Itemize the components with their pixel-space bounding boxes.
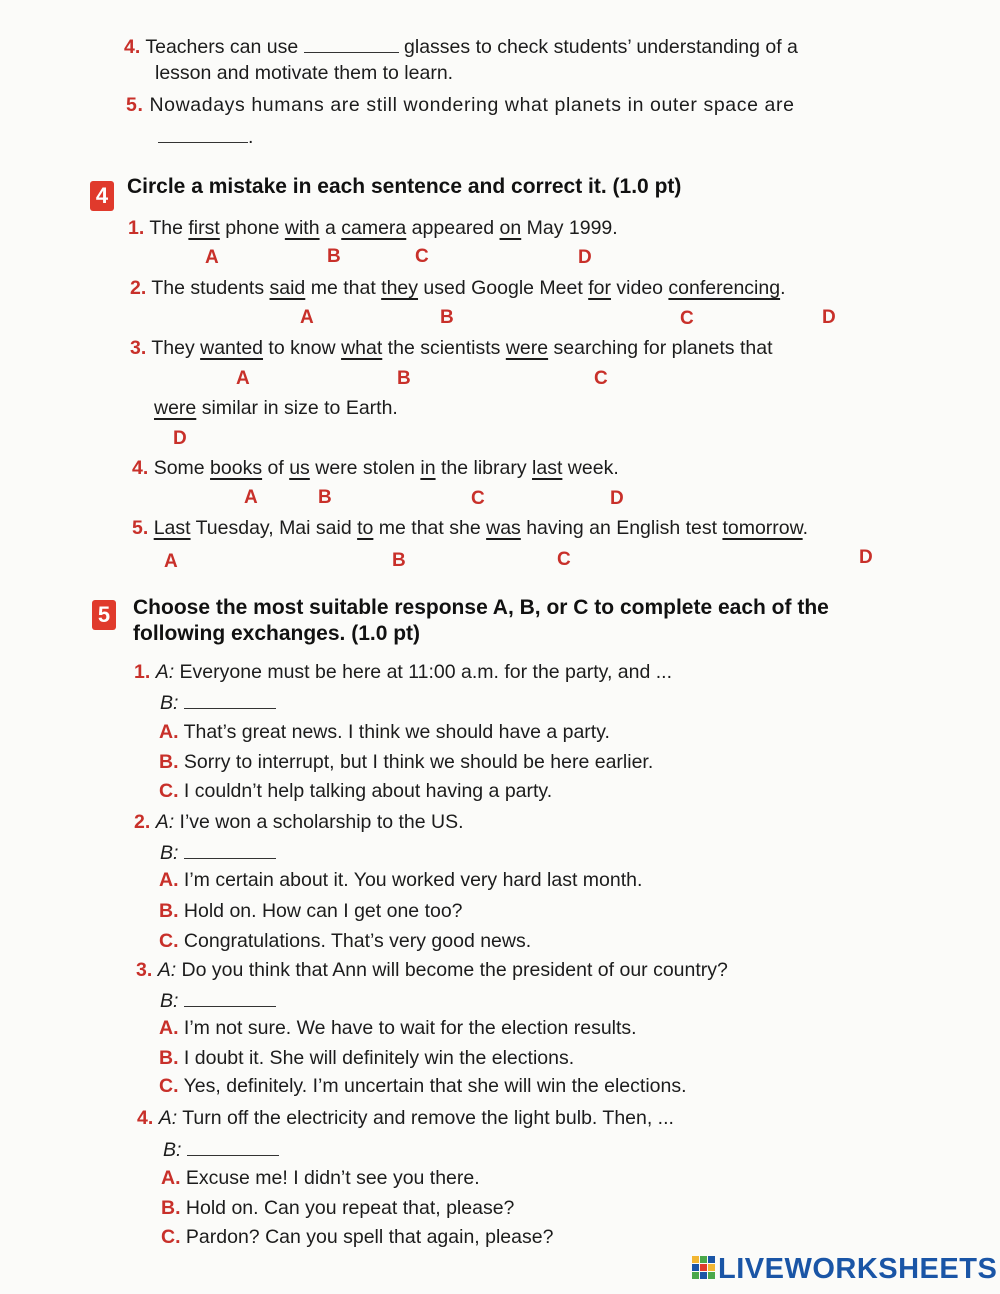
- option-text: Pardon? Can you spell that again, please?: [185, 1226, 554, 1248]
- letter-d: D: [859, 547, 873, 568]
- option-word-b[interactable]: what: [341, 337, 383, 359]
- question-number: 1.: [128, 217, 145, 239]
- s5-option[interactable]: [159, 900, 463, 923]
- option-label: A.: [161, 1167, 181, 1189]
- speaker-a: A:: [155, 661, 175, 683]
- option-label: B.: [159, 751, 179, 773]
- option-word-c[interactable]: was: [486, 517, 521, 539]
- letter-c: C: [471, 488, 485, 509]
- sentence-text: phone: [219, 217, 285, 239]
- question-number: 2.: [130, 277, 147, 299]
- q3-5-line2: [158, 126, 253, 149]
- option-word-b[interactable]: they: [381, 277, 419, 299]
- sentence-text: appeared: [406, 217, 500, 239]
- option-word-a[interactable]: Last: [153, 517, 191, 539]
- answer-blank[interactable]: [187, 1154, 279, 1156]
- option-word-d[interactable]: on: [499, 217, 522, 239]
- option-word-c[interactable]: were: [505, 337, 549, 359]
- sentence-text: used Google Meet: [418, 277, 589, 299]
- s4-item-5: [132, 517, 808, 540]
- sentence-text: similar in size to Earth.: [196, 397, 398, 419]
- q3-4-line2: lesson and motivate them to learn.: [155, 62, 454, 84]
- s5-option[interactable]: [159, 780, 552, 803]
- option-text: I couldn’t help talking about having a party.: [183, 780, 553, 802]
- liveworksheets-logo[interactable]: [692, 1253, 997, 1286]
- answer-blank[interactable]: [184, 1005, 276, 1007]
- option-label: A.: [159, 1017, 179, 1039]
- sentence-text: .: [780, 277, 786, 299]
- speaker-a: A:: [157, 959, 177, 981]
- sentence-text: the scientists: [382, 337, 506, 359]
- letter-c: C: [594, 368, 608, 389]
- question-number: 5.: [126, 94, 144, 116]
- exchange-text: I’ve won a scholarship to the US.: [179, 811, 464, 833]
- option-word-d[interactable]: were: [154, 397, 197, 419]
- letter-b: B: [318, 487, 332, 508]
- question-number: 4.: [137, 1107, 154, 1129]
- option-text: Sorry to interrupt, but I think we should be here earlier.: [183, 751, 654, 773]
- s4-item-3: [130, 337, 773, 360]
- letter-a: A: [300, 307, 314, 328]
- option-label: B.: [159, 1047, 179, 1069]
- sentence-end: .: [248, 126, 254, 148]
- option-text: Congratulations. That’s very good news.: [183, 930, 532, 952]
- option-label: C.: [159, 930, 179, 952]
- option-word-a[interactable]: wanted: [200, 337, 264, 359]
- sentence-text: The: [149, 217, 189, 239]
- s4-item-4: [132, 457, 619, 480]
- option-word-c[interactable]: in: [420, 457, 436, 479]
- option-text: Excuse me! I didn’t see you there.: [185, 1167, 480, 1189]
- option-word-d[interactable]: last: [532, 457, 563, 479]
- exchange-text: Everyone must be here at 11:00 a.m. for the party, and ...: [179, 661, 673, 683]
- exchange-text: Turn off the electricity and remove the light bulb. Then, ...: [182, 1107, 674, 1129]
- s5-item-2-b: [160, 842, 276, 865]
- option-label: A.: [159, 721, 179, 743]
- s5-item-2-a: [134, 811, 464, 834]
- option-label: C.: [159, 1075, 179, 1097]
- sentence-text: .: [802, 517, 809, 539]
- question-number: 3.: [136, 959, 153, 981]
- s5-option[interactable]: [159, 930, 531, 953]
- sentence-text: me that: [305, 277, 382, 299]
- s5-item-3-a: [136, 959, 728, 982]
- question-number: 2.: [134, 811, 151, 833]
- s5-option[interactable]: [159, 721, 610, 744]
- letter-d: D: [822, 307, 836, 328]
- letter-b: B: [397, 368, 411, 389]
- option-label: C.: [159, 780, 179, 802]
- s5-option[interactable]: [159, 1047, 574, 1070]
- letter-a: A: [244, 487, 258, 508]
- option-word-a[interactable]: said: [269, 277, 306, 299]
- letter-b: B: [440, 307, 454, 328]
- option-text: I’m certain about it. You worked very hard last month.: [183, 869, 643, 891]
- question-number: 3.: [130, 337, 147, 359]
- option-label: C.: [161, 1226, 181, 1248]
- exchange-text: Do you think that Ann will become the president of our country?: [181, 959, 728, 981]
- option-text: Yes, definitely. I’m uncertain that she will win the elections.: [183, 1075, 687, 1097]
- option-text: Hold on. How can I get one too?: [183, 900, 463, 922]
- sentence-text: Teachers can use: [145, 36, 299, 58]
- option-text: I doubt it. She will definitely win the elections.: [183, 1047, 575, 1069]
- s5-option[interactable]: [159, 751, 653, 774]
- option-word-c[interactable]: camera: [341, 217, 407, 239]
- option-text: That’s great news. I think we should have a party.: [183, 721, 610, 743]
- liveworksheets-icon: [692, 1256, 716, 1280]
- letter-b: B: [392, 550, 406, 571]
- s5-option[interactable]: [161, 1167, 480, 1190]
- sentence-text: They: [151, 337, 201, 359]
- speaker-b: B:: [163, 1139, 182, 1161]
- option-label: A.: [159, 869, 179, 891]
- question-number: 4.: [132, 457, 149, 479]
- question-number: 4.: [124, 36, 141, 58]
- letter-c: C: [680, 308, 694, 329]
- s4-item-2: [130, 277, 786, 300]
- sentence-text: searching for planets that: [548, 337, 773, 359]
- letter-d: D: [173, 428, 187, 449]
- sentence-text: May 1999.: [521, 217, 618, 239]
- s5-item-1-b: [160, 692, 276, 715]
- sentence-text: Tuesday, Mai said: [190, 517, 358, 539]
- option-word-c[interactable]: for: [588, 277, 611, 299]
- sentence-text: video: [610, 277, 669, 299]
- letter-d: D: [578, 247, 592, 268]
- option-label: B.: [159, 900, 179, 922]
- s4-item-3-line2: [154, 397, 398, 420]
- sentence-text: glasses to check students’ understanding of a: [404, 36, 798, 58]
- sentence-text: a: [319, 217, 342, 239]
- s5-option[interactable]: [159, 1075, 687, 1098]
- option-word-b[interactable]: to: [357, 517, 374, 539]
- option-word-a[interactable]: books: [210, 457, 263, 479]
- option-word-d[interactable]: conferencing: [668, 277, 781, 299]
- speaker-a: A:: [155, 811, 175, 833]
- section-5-title-line2: following exchanges. (1.0 pt): [133, 622, 421, 645]
- sentence-text: were stolen: [309, 457, 421, 479]
- letter-c: C: [415, 246, 429, 267]
- letter-d: D: [610, 488, 624, 509]
- answer-blank[interactable]: [184, 707, 276, 709]
- section-4-title: Circle a mistake in each sentence and correct it. (1.0 pt): [127, 175, 682, 198]
- s5-option[interactable]: [161, 1197, 514, 1220]
- letter-c: C: [557, 549, 571, 570]
- option-text: I’m not sure. We have to wait for the election results.: [183, 1017, 637, 1039]
- s5-item-1-a: [134, 661, 672, 684]
- option-label: B.: [161, 1197, 181, 1219]
- q3-5-line1: [126, 94, 795, 117]
- option-word-a[interactable]: first: [188, 217, 220, 239]
- answer-blank[interactable]: [158, 141, 248, 143]
- sentence-text: me that she: [373, 517, 487, 539]
- section-4-badge: 4: [90, 181, 114, 211]
- answer-blank[interactable]: [304, 51, 399, 53]
- question-number: 5.: [132, 517, 149, 539]
- q3-4-line1: [124, 36, 798, 59]
- s5-option[interactable]: [161, 1226, 553, 1249]
- sentence-text: week.: [562, 457, 619, 479]
- question-number: 1.: [134, 661, 151, 683]
- option-text: Hold on. Can you repeat that, please?: [185, 1197, 515, 1219]
- sentence-text: The students: [151, 277, 270, 299]
- option-word-d[interactable]: tomorrow: [722, 517, 803, 539]
- s5-option[interactable]: [159, 1017, 637, 1040]
- speaker-b: B:: [160, 692, 179, 714]
- logo-text: LIVEWORKSHEETS: [718, 1253, 998, 1285]
- letter-a: A: [236, 368, 250, 389]
- sentence-text: Nowadays humans are still wondering what planets in outer space are: [149, 94, 795, 116]
- speaker-a: A:: [158, 1107, 178, 1129]
- sentence-text: having an English test: [520, 517, 723, 539]
- option-word-b[interactable]: with: [284, 217, 320, 239]
- sentence-text: to know: [263, 337, 342, 359]
- speaker-b: B:: [160, 842, 179, 864]
- speaker-b: B:: [160, 990, 179, 1012]
- sentence-text: of: [262, 457, 290, 479]
- s5-item-4-b: [163, 1139, 279, 1162]
- s5-item-4-a: [137, 1107, 674, 1130]
- section-5-badge: 5: [92, 600, 116, 630]
- section-5-title-line1: Choose the most suitable response A, B, or C to complete each of the: [133, 596, 829, 619]
- answer-blank[interactable]: [184, 857, 276, 859]
- s5-item-3-b: [160, 990, 276, 1013]
- s5-option[interactable]: [159, 869, 642, 892]
- letter-a: A: [205, 247, 219, 268]
- letter-a: A: [164, 551, 178, 572]
- option-word-b[interactable]: us: [289, 457, 310, 479]
- s4-item-1: [128, 217, 618, 240]
- sentence-text: the library: [435, 457, 533, 479]
- letter-b: B: [327, 246, 341, 267]
- sentence-text: Some: [153, 457, 211, 479]
